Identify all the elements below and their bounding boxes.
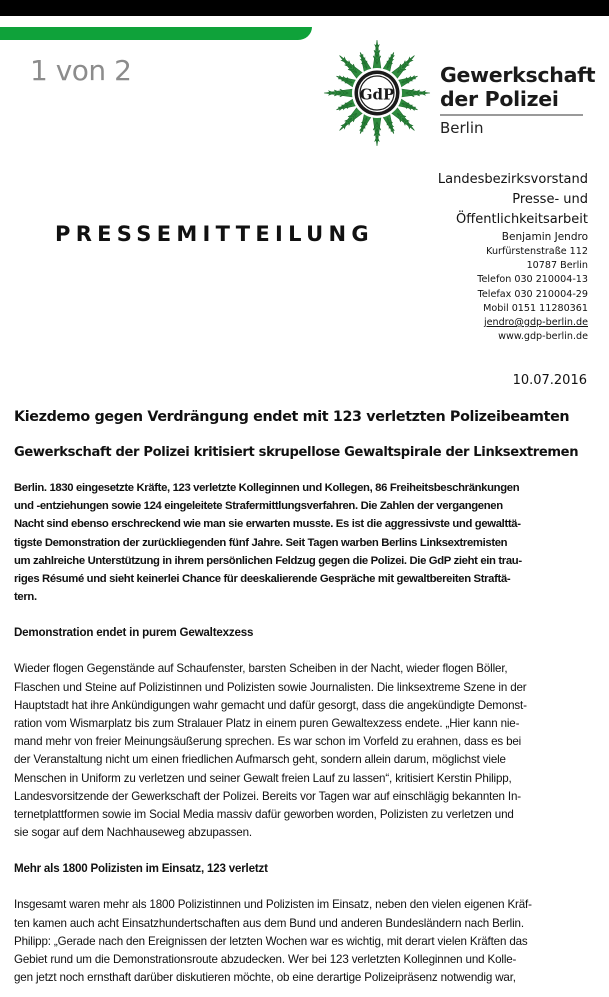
section-heading: Demonstration endet in purem Gewaltexzess bbox=[14, 626, 254, 640]
lead-line: um zahlreiche Unterstützung in ihrem persönlichen Feldzug gegen die Polizei. Die GdP zieht ein trau- bbox=[14, 554, 522, 567]
contact-email-link[interactable]: jendro@gdp-berlin.de bbox=[483, 317, 588, 329]
contact-block bbox=[438, 170, 588, 344]
org-name-line1: Gewerkschaft bbox=[440, 63, 596, 87]
paragraph-line: Gebiet rund um die Demonstrationsroute abzudecken. Wer bei 123 verletzten Kolleginnen und Kolle- bbox=[14, 953, 517, 967]
section-paragraph bbox=[14, 896, 594, 987]
contact-website-link[interactable]: www.gdp-berlin.de bbox=[498, 331, 588, 343]
paragraph-line: Philipp: „Gerade nach den Ereignissen der letzten Wochen war es wichtig, mit derart vielen Kräften das bbox=[14, 934, 528, 948]
paragraph-line: ten kamen auch acht Einsatzhundertschaften aus dem Bund und anderen Bundesländern nach Berlin. bbox=[14, 916, 524, 930]
paragraph-line: ternetplattformen sowie im Social Media massiv dafür geworben worden, Polizisten zu verletzen und bbox=[14, 808, 514, 822]
contact-street: Kurfürstenstraße 112 bbox=[486, 246, 588, 257]
article-subheadline: Gewerkschaft der Polizei kritisiert skrupellose Gewaltspirale der Linksextremen bbox=[14, 445, 579, 460]
green-header-stripe bbox=[0, 27, 312, 40]
lead-line: tigste Demonstration der zurückliegenden fünf Jahre. Seit Tagen warben Berlins Linksextremisten bbox=[14, 536, 508, 549]
contact-dept-line1: Landesbezirksvorstand bbox=[437, 172, 588, 187]
lead-paragraph bbox=[14, 479, 594, 606]
org-wordmark bbox=[440, 63, 595, 137]
contact-phone: Telefon 030 210004-13 bbox=[477, 274, 588, 286]
org-divider bbox=[440, 114, 583, 116]
section-heading: Mehr als 1800 Polizisten im Einsatz, 123 verletzt bbox=[14, 862, 268, 876]
lead-line: tern. bbox=[14, 591, 37, 604]
page-indicator: 1 von 2 bbox=[30, 54, 132, 87]
lead-line: riges Résumé und sieht keinerlei Chance für deeskalierende Gespräche mit gewaltbereiten Straftä- bbox=[14, 573, 511, 586]
contact-dept-line2: Presse- und bbox=[512, 192, 588, 207]
top-black-bar bbox=[0, 0, 609, 16]
contact-name: Benjamin Jendro bbox=[501, 231, 588, 243]
gdp-star-logo-icon bbox=[322, 38, 432, 148]
paragraph-line: der Veranstaltung nicht um einen friedlichen Aufmarsch geht, sondern allein darum, möglichst viele bbox=[14, 753, 506, 767]
lead-line: Berlin. 1830 eingesetzte Kräfte, 123 verletzte Kolleginnen und Kollegen, 86 Freiheitsbeschränkungen bbox=[14, 482, 520, 494]
article-body bbox=[14, 408, 594, 987]
lead-line: Nacht sind ebenso erschreckend wie man sie erwarten musste. Es ist die aggressivste und gewalttä- bbox=[14, 518, 521, 531]
paragraph-line: gen jetzt noch ernsthaft darüber diskutieren möchte, ob eine derartige Polizeipräsenz notwendig war, bbox=[14, 971, 516, 985]
paragraph-line: sie sogar auf dem Nachhauseweg abzupassen. bbox=[14, 826, 252, 840]
article-headline: Kiezdemo gegen Verdrängung endet mit 123 verletzten Polizeibeamten bbox=[14, 409, 570, 425]
contact-dept-line3: Öffentlichkeitsarbeit bbox=[456, 212, 588, 227]
release-date: 10.07.2016 bbox=[512, 373, 587, 388]
paragraph-line: Insgesamt waren mehr als 1800 Polizistinnen und Polizisten im Einsatz, neben den vielen eigenen Kräf- bbox=[14, 898, 532, 912]
paragraph-line: Menschen in Uniform zu verletzen und seiner Gewalt freien Lauf zu lassen“, kritisiert Kerstin Philipp, bbox=[14, 771, 512, 785]
org-name-line2: der Polizei bbox=[440, 87, 559, 111]
contact-fax: Telefax 030 210004-29 bbox=[477, 288, 588, 300]
contact-city: 10787 Berlin bbox=[526, 260, 588, 272]
contact-mobile: Mobil 0151 11280361 bbox=[483, 302, 588, 314]
press-release-title: PRESSEMITTEILUNG bbox=[55, 222, 374, 246]
paragraph-line: mand mehr von freier Meinungsäußerung sprechen. Es war schon im Vorfeld zu erahnen, dass es bei bbox=[14, 735, 522, 749]
logo-monogram: GdP bbox=[359, 85, 395, 104]
paragraph-line: Landesvorsitzende der Gewerkschaft der Polizei. Bereits vor Tagen war auf einschlägig bekannten In- bbox=[14, 789, 521, 803]
paragraph-line: Wieder flogen Gegenstände auf Schaufenster, barsten Scheiben in der Nacht, wieder flogen Böller, bbox=[14, 662, 508, 676]
section-paragraph bbox=[14, 660, 594, 842]
paragraph-line: ration vom Wismarplatz bis zum Stralauer Platz in einem puren Gewaltexzess endete. „Hier kann nie- bbox=[14, 717, 520, 731]
paragraph-line: Flaschen und Steine auf Polizistinnen und Polizisten sowie Journalisten. Die linksextreme Szene in der bbox=[14, 680, 527, 694]
lead-line: und -entziehungen sowie 124 eingeleitete Strafermittlungsverfahren. Die Zahlen der vergangenen bbox=[14, 500, 503, 513]
org-city: Berlin bbox=[440, 119, 484, 137]
paragraph-line: Hauptstadt hat ihre Ankündigungen wahr gemacht und dafür gesorgt, dass die angekündigte Demonst- bbox=[14, 698, 527, 712]
